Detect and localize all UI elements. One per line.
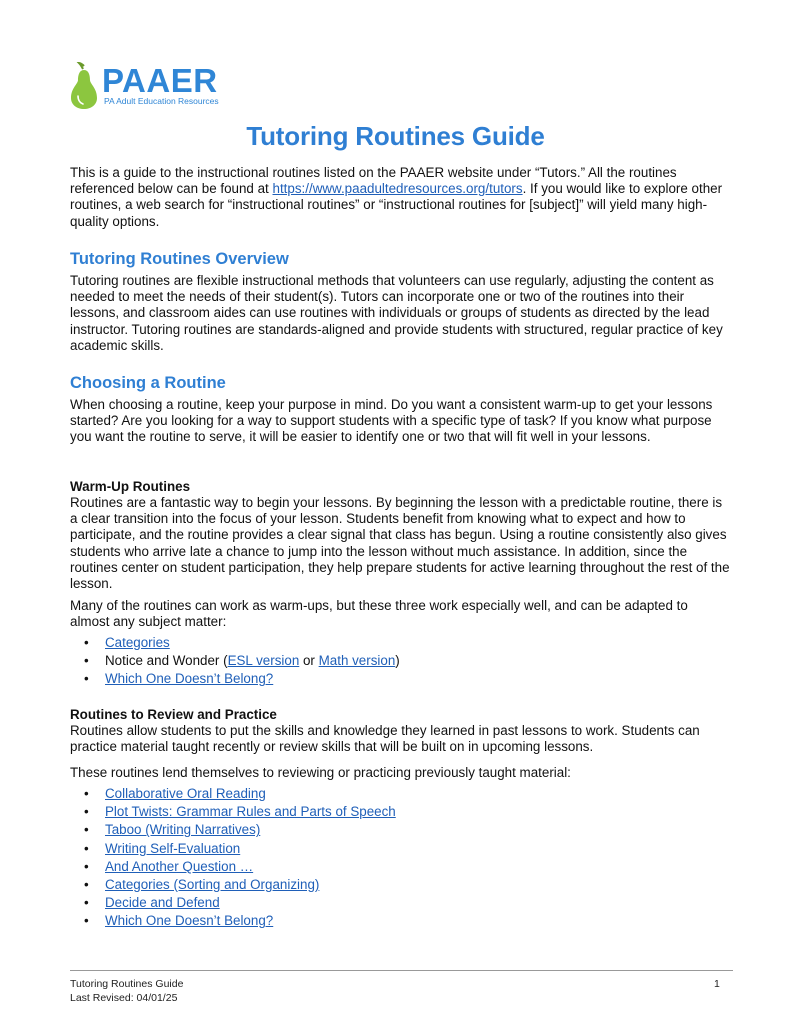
or-text: or — [299, 653, 319, 669]
review-link[interactable]: Categories (Sorting and Organizing) — [105, 876, 320, 892]
choosing-paragraph: When choosing a routine, keep your purpose in mind. Do you want a consistent warm-up to get your lessons started? Are you looking for a way to support students with a specific type of task? If you know what purpose you want the routine to serve, it will be easier to identify one or two that will fit well in your lessons. — [70, 397, 713, 445]
bullet: • — [84, 804, 89, 820]
intro-paragraph — [70, 165, 730, 230]
bullet: • — [84, 786, 89, 801]
bullet: • — [84, 876, 89, 892]
bullet: • — [84, 895, 89, 911]
list-item — [70, 840, 396, 858]
bullet: • — [84, 635, 89, 650]
review-lead: These routines lend themselves to reviewing or practicing previously taught material: — [70, 765, 571, 780]
bullet: • — [84, 858, 89, 874]
footer-revised: Last Revised: 04/01/25 — [70, 991, 178, 1004]
review-link[interactable]: Taboo (Writing Narratives) — [105, 822, 261, 838]
categories-link[interactable]: Categories — [105, 635, 170, 650]
review-paragraph: Routines allow students to put the skills and knowledge they learned in past lessons to work. Students can practice material taught recently or review skills that will be built on in upcoming lessons. — [70, 723, 700, 755]
overview-paragraph: Tutoring routines are flexible instructional methods that volunteers can use regularly, adjusting the content as needed to meet the needs of their student(s). Tutors can incorporate one or two of the routines into their lessons, and classroom aides can use routines with individuals or groups of students as directed by the lead instructor. Tutoring routines are standards-aligned and provide students with structured, regular practice of key academic skills. — [70, 273, 723, 353]
bullet: • — [84, 671, 89, 687]
bullet: • — [84, 913, 89, 929]
intro-text-end: . If you would like to explore other routines, a web search for “instructional routines” or “instructional routines for [subject]” will yield many high-quality options. — [70, 181, 723, 229]
review-link[interactable]: Decide and Defend — [105, 895, 220, 911]
bullet: • — [84, 822, 89, 838]
which-one-link[interactable]: Which One Doesn’t Belong? — [105, 671, 274, 687]
review-link[interactable]: Collaborative Oral Reading — [105, 786, 266, 801]
list-item — [70, 821, 396, 839]
paaer-logo — [68, 62, 238, 112]
choosing-heading: Choosing a Routine — [70, 374, 226, 392]
list-item — [70, 652, 400, 670]
warmup-heading: Warm-Up Routines — [70, 479, 191, 494]
review-heading: Routines to Review and Practice — [70, 707, 277, 722]
esl-version-link[interactable]: ESL version — [227, 653, 300, 669]
logo-tagline: PA Adult Education Resources — [104, 96, 219, 106]
math-version-link[interactable]: Math version — [318, 653, 396, 669]
tutors-link[interactable]: https://www.paadultedresources.org/tutors — [272, 181, 523, 197]
warmup-lead: Many of the routines can work as warm-ups, but these three work especially well, and can be adapted to almost any subject matter: — [70, 598, 688, 630]
close-paren: ) — [395, 653, 400, 669]
list-item — [70, 894, 396, 912]
review-link[interactable]: Which One Doesn’t Belong? — [105, 913, 274, 929]
logo-wordmark: PAAER — [102, 62, 218, 99]
review-link[interactable]: Plot Twists: Grammar Rules and Parts of Speech — [105, 804, 396, 820]
review-link[interactable]: Writing Self-Evaluation — [105, 840, 241, 856]
bullet: • — [84, 653, 89, 669]
list-item — [70, 785, 396, 803]
list-item — [70, 803, 396, 821]
list-item — [70, 634, 400, 652]
footer-info — [70, 978, 183, 1005]
footer-divider — [70, 970, 733, 971]
list-item — [70, 858, 396, 876]
list-item — [70, 670, 400, 688]
review-list — [70, 785, 396, 931]
page-number: 1 — [714, 978, 720, 990]
intro-text: This is a guide to the instructional routines listed on the PAAER website under “Tutors.” All the routines referenced below can be found at — [70, 165, 677, 197]
list-item — [70, 912, 396, 930]
notice-wonder-label: Notice and Wonder ( — [105, 653, 228, 669]
bullet: • — [84, 840, 89, 856]
overview-heading: Tutoring Routines Overview — [70, 250, 289, 268]
warmup-paragraph: Routines are a fantastic way to begin your lessons. By beginning the lesson with a predictable routine, there is a clear transition into the focus of your lesson. Students benefit from knowing what to expect and how to participate, and the routine provides a clear signal that class has begun. Using a routine consistently also gives students who arrive late a chance to jump into the lesson without much assistance. In addition, since the routines center on student participation, they help prepare students for active learning throughout the rest of the lesson. — [70, 495, 730, 592]
footer-doc-title: Tutoring Routines Guide — [70, 978, 184, 990]
page-title: Tutoring Routines Guide — [246, 121, 545, 151]
pear-icon — [68, 62, 100, 110]
review-link[interactable]: And Another Question … — [105, 858, 254, 874]
list-item — [70, 876, 396, 894]
warmup-list — [70, 634, 400, 689]
